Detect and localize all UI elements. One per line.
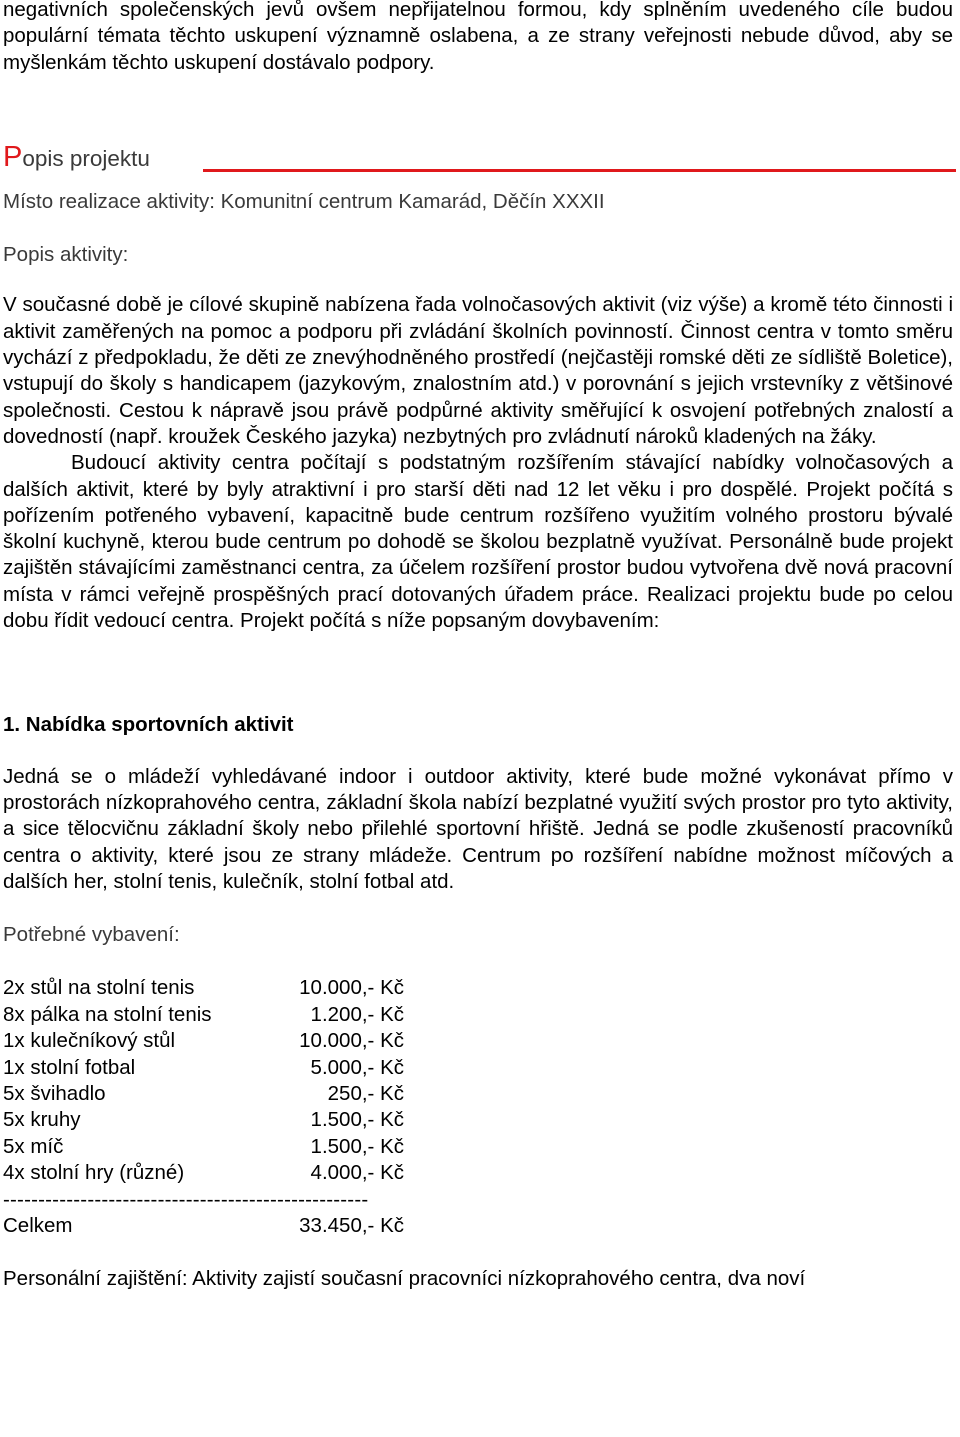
heading-rest: opis projektu <box>22 145 150 171</box>
item-price: 250,- Kč <box>327 1081 404 1105</box>
total-value: 33.450,- Kč <box>299 1213 404 1237</box>
intro-paragraph: negativních společenských jevů ovšem nepřijatelnou formou, kdy splněním uvedeného cíle budou populární témata těchto uskupení významně oslabena, a ze strany veřejnosti nebude důvod, aby se myšlenkám těchto uskupení dostávalo podpory. <box>3 0 953 74</box>
total-row <box>3 1213 953 1239</box>
equipment-item <box>3 1081 953 1107</box>
equipment-list <box>3 975 953 1239</box>
item-price: 10.000,- Kč <box>299 1029 404 1053</box>
description-paragraph-1: V současné době je cílové skupině nabízena řada volnočasových aktivit (viz výše) a kromě této činnosti i aktivit zaměřených na pomoc a podporu při zvládání školních povinností. Činnost centra v tomto směru vychází z předpokladu, že děti ze znevýhodněného prostředí (nejčastěji romské děti ze sídliště Boletice), vstupují do školy s handicapem (jazykovým, znalostním atd.) v porovnání s jejich vrstevníky z většinové společnosti. Cestou k nápravě jsou právě podpůrné aktivity směřující k osvojení potřebných znalostí a dovedností (např. kroužek Českého jazyka) nezbytných pro zvládnutí nároků kladených na žáky. <box>3 293 953 448</box>
equipment-item <box>3 1107 953 1133</box>
item-name: 5x míč <box>3 1134 64 1158</box>
item-name: 4x stolní hry (různé) <box>3 1161 185 1185</box>
equipment-item <box>3 1028 953 1054</box>
equipment-label: Potřebné vybavení: <box>3 923 180 947</box>
item-name: 8x pálka na stolní tenis <box>3 1002 212 1026</box>
item-name: 5x kruhy <box>3 1108 81 1132</box>
equipment-item <box>3 1055 953 1081</box>
equipment-item <box>3 1160 953 1186</box>
equipment-item <box>3 975 953 1001</box>
item-price: 4.000,- Kč <box>310 1161 404 1185</box>
description-paragraph-2: Budoucí aktivity centra počítají s podstatným rozšířením stávající nabídky volnočasových a dalších aktivit, které by byly atraktivní i pro starší děti nad 12 let věku i pro dospělé. Projekt počítá s pořízením potřeného vybavení, kapacitně bude centrum rozšířeno využitím volného prostoru bývalé školní kuchyně, kterou bude centrum po dohodě se školou bezplatně využívat. Personálně bude projekt zajištěn stávajícími zaměstnanci centra, za účelem rozšíření prostor budou vytvořena dvě nová pracovní místa v rámci veřejně prospěšných prací dotovaných úřadem práce. Realizaci projektu bude po celou dobu řídit vedoucí centra. Projekt počítá s níže popsaným dovybavením: <box>3 451 953 633</box>
item-name: 1x stolní fotbal <box>3 1055 136 1079</box>
section-1-title: 1. Nabídka sportovních aktivit <box>3 713 294 737</box>
equipment-item <box>3 1002 953 1028</box>
item-price: 1.500,- Kč <box>310 1108 404 1132</box>
location-line: Místo realizace aktivity: Komunitní centrum Kamarád, Děčín XXXII <box>3 189 605 213</box>
document-page <box>3 0 953 1293</box>
section-1-body: Jedná se o mládeží vyhledávané indoor i outdoor aktivity, které bude možné vykonávat přímo v prostorách nízkoprahového centra, základní škola nabízí bezplatné využití svých prostor pro tyto aktivity, a sice tělocvičnu základní školy nebo přilehlé sportovní hřiště. Jedná se podle zkušeností pracovníků centra o aktivity, které jsou ze strany mládeže. Centrum po rozšíření nabídne možnost míčových a dalších her, stolní tenis, kulečník, stolní fotbal atd. <box>3 764 953 893</box>
heading-initial: P <box>3 140 23 173</box>
total-label: Celkem <box>3 1213 73 1237</box>
item-name: 2x stůl na stolní tenis <box>3 976 195 1000</box>
item-price: 5.000,- Kč <box>310 1055 404 1079</box>
item-price: 10.000,- Kč <box>299 976 404 1000</box>
heading-title <box>3 142 150 174</box>
personal-line: Personální zajištění: Aktivity zajistí současní pracovníci nízkoprahového centra, dva noví <box>3 1267 806 1291</box>
item-price: 1.500,- Kč <box>310 1134 404 1158</box>
heading-rule <box>203 169 956 172</box>
item-name: 5x švihadlo <box>3 1081 106 1105</box>
description-label: Popis aktivity: <box>3 243 129 267</box>
total-divider: ---------------------------------------------------- <box>3 1187 369 1211</box>
section-heading <box>3 138 953 178</box>
item-name: 1x kulečníkový stůl <box>3 1029 176 1053</box>
equipment-item <box>3 1134 953 1160</box>
item-price: 1.200,- Kč <box>310 1002 404 1026</box>
